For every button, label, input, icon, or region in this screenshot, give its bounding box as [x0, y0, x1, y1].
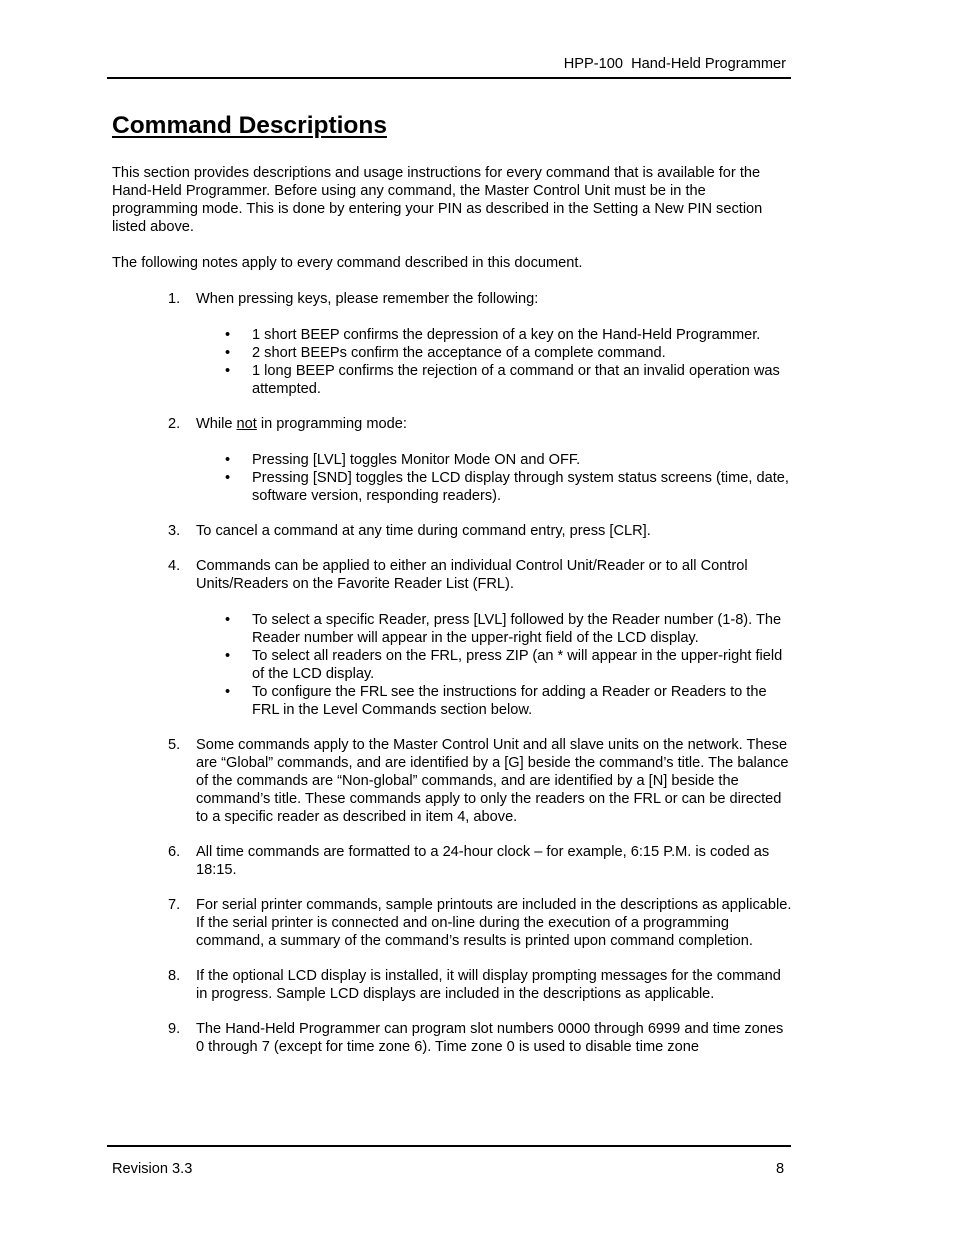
note-number: 1.: [168, 291, 181, 307]
bullet-glyph: •: [225, 452, 231, 468]
note-number: 9.: [168, 1021, 181, 1037]
note-number: 6.: [168, 844, 181, 860]
bullet-item: [112, 326, 792, 344]
running-header: HPP-100 Hand-Held Programmer: [563, 56, 786, 72]
note-text: If the optional LCD display is installed, it will display prompting messages for the command in progress. Sample LCD displays are included in the descriptions as applicable.: [196, 968, 781, 1002]
bullet-text: To select a specific Reader, press [LVL] followed by the Reader number (1-8). The Reader number will appear in the upper-right field of the LCD display.: [252, 612, 782, 646]
note-item: [112, 522, 792, 540]
note-item: [112, 1020, 792, 1056]
bullet-item: [112, 344, 792, 362]
body-content: [112, 164, 792, 1073]
section-heading: Command Descriptions: [112, 112, 387, 139]
bullet-item: [112, 647, 792, 683]
note-number: 5.: [168, 737, 181, 753]
bullet-text: Pressing [SND] toggles the LCD display through system status screens (time, date, software version, responding readers).: [252, 470, 789, 504]
note-text: For serial printer commands, sample printouts are included in the descriptions as applicable. If the serial printer is connected and on-line during the execution of a programming command, a summary of the command’s results is printed upon command completion.: [196, 897, 792, 949]
bullet-list: [196, 611, 792, 719]
note-text-post: in programming mode:: [256, 416, 407, 432]
note-item: [112, 290, 792, 398]
bullet-item: [112, 451, 792, 469]
note-item: [112, 967, 792, 1003]
note-text-pre: While: [196, 416, 237, 432]
note-text: The Hand-Held Programmer can program slot numbers 0000 through 6999 and time zones 0 through 7 (except for time zone 6). Time zone 0 is used to disable time zone: [196, 1021, 784, 1055]
note-text: To cancel a command at any time during command entry, press [CLR].: [196, 523, 651, 539]
note-item: [112, 843, 792, 879]
bullet-item: [112, 683, 792, 719]
bullet-list: [196, 326, 792, 398]
note-item: [112, 896, 792, 950]
bullet-text: 1 long BEEP confirms the rejection of a command or that an invalid operation was attempted.: [252, 363, 780, 397]
bullet-glyph: •: [225, 345, 231, 361]
bullet-item: [112, 611, 792, 647]
bullet-text: 2 short BEEPs confirm the acceptance of a complete command.: [252, 345, 666, 361]
bullet-glyph: •: [225, 684, 231, 700]
note-text: When pressing keys, please remember the following:: [196, 291, 539, 307]
intro-paragraph: This section provides descriptions and usage instructions for every command that is available for the Hand-Held Programmer. Before using any command, the Master Control Unit must be in the programming mode. This is done by entering your PIN as described in the Setting a New PIN section listed above.: [112, 165, 763, 235]
note-number: 2.: [168, 416, 181, 432]
note-item: [112, 415, 792, 505]
note-text: Some commands apply to the Master Control Unit and all slave units on the network. These are “Global” commands, and are identified by a [G] beside the command’s title. The balance of the commands are “Non-global” commands, and are identified by a [N] beside the command’s title. These commands apply to only the readers on the FRL or can be directed to a specific reader as described in item 4, above.: [196, 737, 789, 825]
bullet-list: [196, 451, 792, 505]
bullet-text: Pressing [LVL] toggles Monitor Mode ON and OFF.: [252, 452, 581, 468]
note-text: Commands can be applied to either an individual Control Unit/Reader or to all Control Units/Readers on the Favorite Reader List (FRL).: [196, 558, 748, 592]
bullet-glyph: •: [225, 363, 231, 379]
bullet-glyph: •: [225, 612, 231, 628]
note-number: 4.: [168, 558, 181, 574]
note-number: 7.: [168, 897, 181, 913]
bullet-text: To select all readers on the FRL, press ZIP (an * will appear in the upper-right field of the LCD display.: [252, 648, 783, 682]
notes-lead-paragraph: The following notes apply to every command described in this document.: [112, 255, 583, 271]
bullet-glyph: •: [225, 648, 231, 664]
notes-list: [112, 290, 792, 1056]
footer-rule: [107, 1145, 791, 1147]
note-text-underlined: not: [236, 416, 257, 432]
note-item: [112, 557, 792, 719]
bullet-item: [112, 362, 792, 398]
note-item: [112, 736, 792, 826]
header-rule: [107, 77, 791, 79]
note-number: 8.: [168, 968, 181, 984]
bullet-text: 1 short BEEP confirms the depression of a key on the Hand-Held Programmer.: [252, 327, 761, 343]
note-text: All time commands are formatted to a 24-hour clock – for example, 6:15 P.M. is coded as 18:15.: [196, 844, 770, 878]
revision-label: Revision 3.3: [112, 1161, 193, 1177]
page-number: 8: [776, 1161, 785, 1177]
bullet-item: [112, 469, 792, 505]
note-number: 3.: [168, 523, 181, 539]
bullet-text: To configure the FRL see the instructions for adding a Reader or Readers to the FRL in the Level Commands section below.: [252, 684, 767, 718]
bullet-glyph: •: [225, 470, 231, 486]
bullet-glyph: •: [225, 327, 231, 343]
